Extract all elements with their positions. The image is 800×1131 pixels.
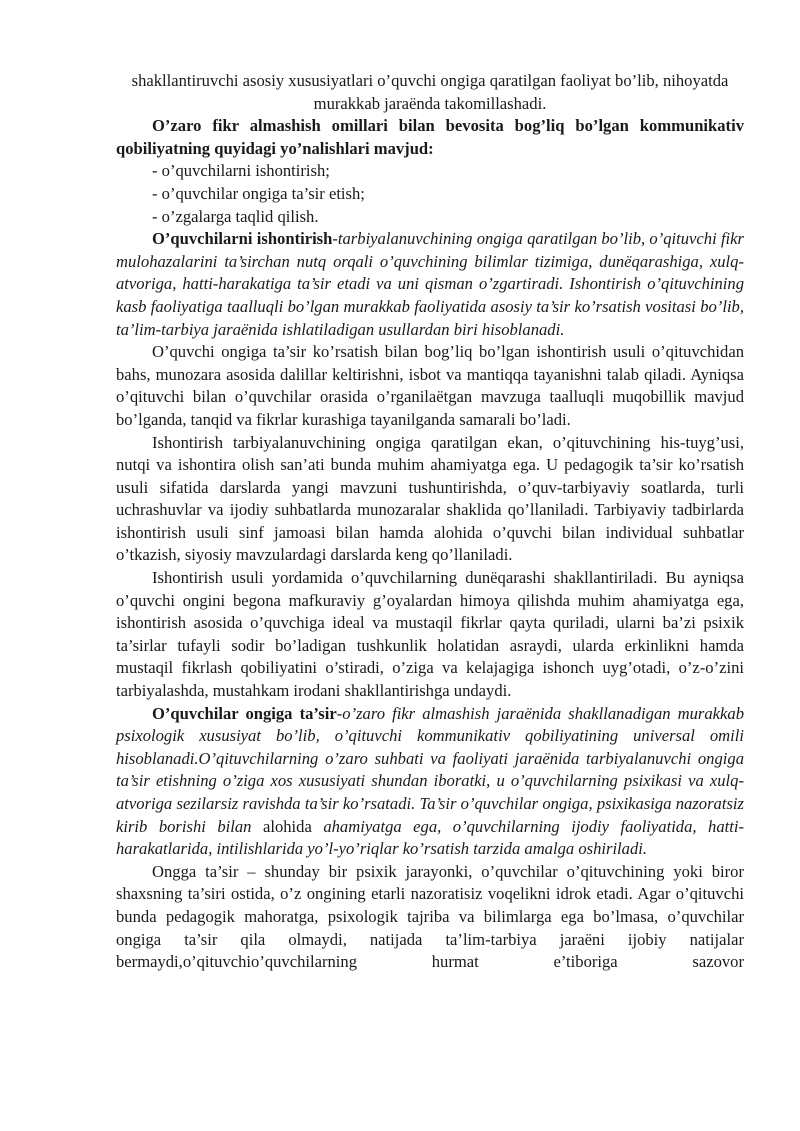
list-item: - o’zgalarga taqlid qilish. — [152, 206, 319, 226]
paragraph-worldview: Ishontirish usuli yordamida o’quvchilarning dunёqarashi shakllantiriladi. Bu ayniqsa o’quvchi ongini begona mafkuraviy g’oyalardan himoya qilishda muhim ahamiyatga ega, ishontirish asosida o’quvchiga ideal va mustaqil fikrlar qayta quriladi, ularni ba’zi psixik ta’sirlar tufayli sodir bo’ladigan tushkunlik holatidan asraydi, ularda erkinlikni hamda mustaqil fikrlash qobiliyatini o’stiradi, o’ziga va kelajagiga ishonch uyg’otadi, o’z-o’zini tarbiyalashda, mustahkam irodani shakllantirishga undaydi. — [116, 568, 744, 701]
list-item: - o’quvchilar ongiga ta’sir etish; — [152, 183, 365, 203]
paragraph-persuasion-method: O’quvchi ongiga ta’sir ko’rsatish bilan bog’liq bo’lgan ishontirish usuli o’qituvchidan bahs, munozara asosida dalillar keltirishni, isbot va mantiqqa tayanishni talab qiladi. Ayniqsa o’qituvchi bilan o’quvchilar orasida o’rganilaёtgan mavzuga taalluqli muqobillik mavjud bo’lganda, tanqid va fikrlar kurashiga tayanilganda samarali bo’ladi. — [116, 342, 744, 429]
term-persuasion: O’quvchilarni ishontirish — [152, 229, 333, 249]
definition-text-continued: ahamiyatga ega, o’quvchilarning ijodiy faoliyatida, hatti-harakatlarida, intilishlarida yo’l-yo’riqlar ko’rsatish tarzida amalga oshiriladi. — [116, 816, 744, 859]
paragraph-continuation: shakllantiruvchi asosiy xususiyatlari o’quvchi ongiga qaratilgan faoliyat bo’lib, nihoyatda murakkab jaraёnda takomillashadi. — [131, 71, 729, 113]
paragraph-persuasion-usage: Ishontirish tarbiyalanuvchining ongiga qaratilgan ekan, o’qituvchining his-tuyg’usi, nutqi va ishontira olish san’ati bunda muhim ahamiyatga ega. U pedagogik ta’sir ko’rsatish usuli sifatida darslarda yangi mavzuni tushuntirishda, o’quv-tarbiyaviy soatlarda, turli uchrashuvlar va ijodiy suhbatlarda munozaralar shaklida qo’llaniladi. Tarbiyaviy tadbirlarda ishontirish usuli sinf jamoasi bilan hamda alohida o’quvchi bilan individual suhbatlar o’tkazish, siyosiy mavzulardagi darslarda keng qo’llaniladi. — [116, 432, 744, 565]
paragraph-influence-definition — [116, 703, 744, 861]
paragraph-persuasion-definition — [116, 228, 744, 341]
list-item: - o’quvchilarni ishontirish; — [152, 161, 330, 181]
term-influence: O’quvchilar ongiga ta’sir — [152, 703, 337, 723]
definition-text: -tarbiyalanuvchining ongiga qaratilgan bo’lib, o’qituvchi fikr mulohazalarini ta’sirchan nutq orqali o’quvchining bilimlar tizimiga, dunёqarashiga, xulq-atvoriga, hatti-harakatiga ta’sir etadi va uni qisman o’zgartiradi. Ishontirish o’qituvchining kasb faoliyatiga taalluqli bo’lgan murakkab faoliyatida asosiy ta’sir ko’rsatish vositasi bo’lib, ta’lim-tarbiya jaraёnida ishlatiladigan usullardan biri hisoblanadi. — [116, 229, 744, 339]
definition-text: -o’zaro fikr almashish jaraёnida shakllanadigan murakkab psixologik xususiyat bo’lib, o’qituvchi kommunikativ qobiliyatining universal omili hisoblanadi.O’qituvchilarning o’zaro suhbati va faoliyati jaraёnida tarbiyalanuvchi ongiga ta’sir etishning o’ziga xos xususiyati shundan iboratki, u o’quvchilarning psixikasi va xulq-atvoriga sezilarsiz ravishda ta’sir ko’rsatadi. Ta’sir o’quvchilar ongiga, psixikasiga nazoratsiz kirib borishi bilan — [116, 703, 745, 836]
paragraph-influence-process: Ongga ta’sir – shunday bir psixik jarayonki, o’quvchilar o’qituvchining yoki biror shaxsning ta’siri ostida, o’z ongining etarli nazoratisiz voqelikni idrok etadi. Agar o’qituvchi bunda pedagogik mahoratga, psixologik tajriba va bilimlarga ega bo’lmasa, o’quvchilar ongiga ta’sir qila olmaydi, natijada ta’lim-tarbiya jaraёni ijobiy natijalar bermaydi,o’qituvchio’quvchilarning hurmat e’tiboriga sazovor — [116, 861, 744, 972]
plain-text: alohida — [251, 816, 324, 836]
paragraph-directions-heading: O’zaro fikr almashish omillari bilan bevosita bog’liq bo’lgan kommunikativ qobiliyatning quyidagi yo’nalishlari mavjud: — [116, 116, 744, 158]
